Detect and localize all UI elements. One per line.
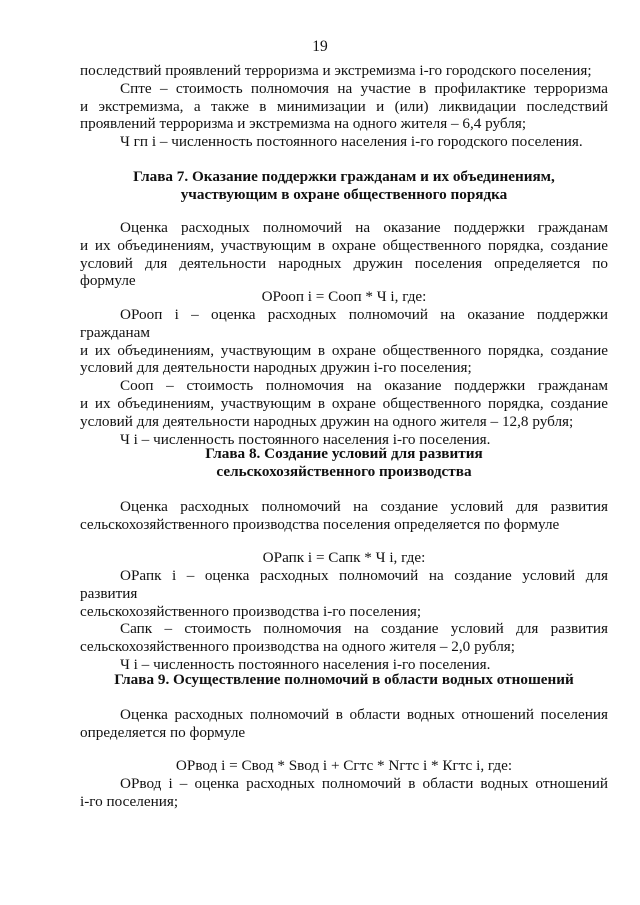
paragraph-line: и их объединениям, участвующим в охране общественного порядка, создание	[80, 236, 608, 254]
chapter-9-intro	[80, 706, 608, 742]
paragraph-line: определяется по формуле	[80, 723, 246, 741]
chapter-title: Глава 8. Создание условий для развития	[205, 445, 483, 462]
formula: ОРооп i = Сооп * Ч i, где:	[261, 288, 427, 305]
chapter-8-intro	[80, 498, 608, 534]
paragraph-line: i-го поселения;	[80, 792, 179, 810]
chapter-title: сельскохозяйственного производства	[216, 462, 472, 480]
paragraph-line: условий для деятельности народных дружин i-го поселения;	[80, 359, 472, 377]
paragraph-line: Оценка расходных полномочий на создание условий для развития	[120, 498, 608, 515]
formula: ОРапк i = Сапк * Ч i, где:	[262, 549, 426, 566]
paragraph-line: условий для деятельности народных дружин на одного жителя – 12,8 рубля;	[80, 412, 574, 430]
paragraph-line: Спте – стоимость полномочия на участие в профилактике терроризма	[120, 79, 608, 97]
chapter-9-heading	[80, 671, 608, 689]
paragraph-line: и их объединениям, участвующим в охране общественного порядка, создание	[80, 341, 608, 359]
paragraph-line: сельскохозяйственного производства поселения определяется по формуле	[80, 515, 560, 533]
paragraph-line: сельскохозяйственного производства на одного жителя – 2,0 рубля;	[80, 638, 515, 656]
top-continuation	[80, 62, 608, 151]
paragraph-line: Оценка расходных полномочий на оказание поддержки гражданам	[120, 219, 608, 236]
chapter-7-definitions	[80, 306, 608, 448]
paragraph-line: условий для деятельности народных дружин поселения определяется по формуле	[80, 254, 608, 290]
paragraph-line: ОРооп i – оценка расходных полномочий на оказание поддержки гражданам	[80, 306, 608, 341]
chapter-8-formula	[80, 549, 608, 567]
paragraph-line: ОРвод i – оценка расходных полномочий в области водных отношений	[120, 775, 608, 792]
paragraph-line: Сооп – стоимость полномочия на оказание поддержки гражданам	[120, 377, 608, 395]
chapter-9-definitions	[80, 775, 608, 811]
paragraph-line: и экстремизма, а также в минимизации и (или) ликвидации последствий	[80, 97, 608, 115]
paragraph-line: Ч гп i – численность постоянного населения i-го городского поселения.	[120, 133, 583, 151]
chapter-8-heading	[80, 445, 608, 481]
paragraph-line: проявлений терроризма и экстремизма на одного жителя – 6,4 рубля;	[80, 115, 527, 133]
chapter-title: Глава 7. Оказание поддержки гражданам и их объединениям,	[133, 168, 555, 185]
chapter-7-intro	[80, 219, 608, 290]
chapter-title: Глава 9. Осуществление полномочий в области водных отношений	[114, 671, 574, 688]
paragraph-line: Ч i – численность постоянного населения i-го поселения.	[120, 430, 491, 448]
chapter-title: участвующим в охране общественного порядка	[180, 185, 508, 203]
paragraph-line: сельскохозяйственного производства i-го поселения;	[80, 602, 422, 620]
chapter-9-formula	[80, 757, 608, 775]
page-number: 19	[312, 38, 328, 55]
formula: ОРвод i = Свод * Sвод i + Сгтс * Nгтс i * Кгтс i, где:	[175, 757, 513, 774]
paragraph-line: и их объединениям, участвующим в охране общественного порядка, создание	[80, 394, 608, 412]
paragraph-line: ОРапк i – оценка расходных полномочий на создание условий для развития	[80, 567, 608, 602]
paragraph-line: Сапк – стоимость полномочия на создание условий для развития	[120, 620, 608, 638]
paragraph-line: Оценка расходных полномочий в области водных отношений поселения	[120, 706, 608, 723]
chapter-8-definitions	[80, 567, 608, 674]
chapter-7-heading	[80, 168, 608, 204]
paragraph-line: Ч i – численность постоянного населения i-го поселения.	[120, 655, 491, 673]
chapter-7-formula	[80, 288, 608, 306]
paragraph-line: последствий проявлений терроризма и экстремизма i-го городского поселения;	[80, 62, 592, 79]
